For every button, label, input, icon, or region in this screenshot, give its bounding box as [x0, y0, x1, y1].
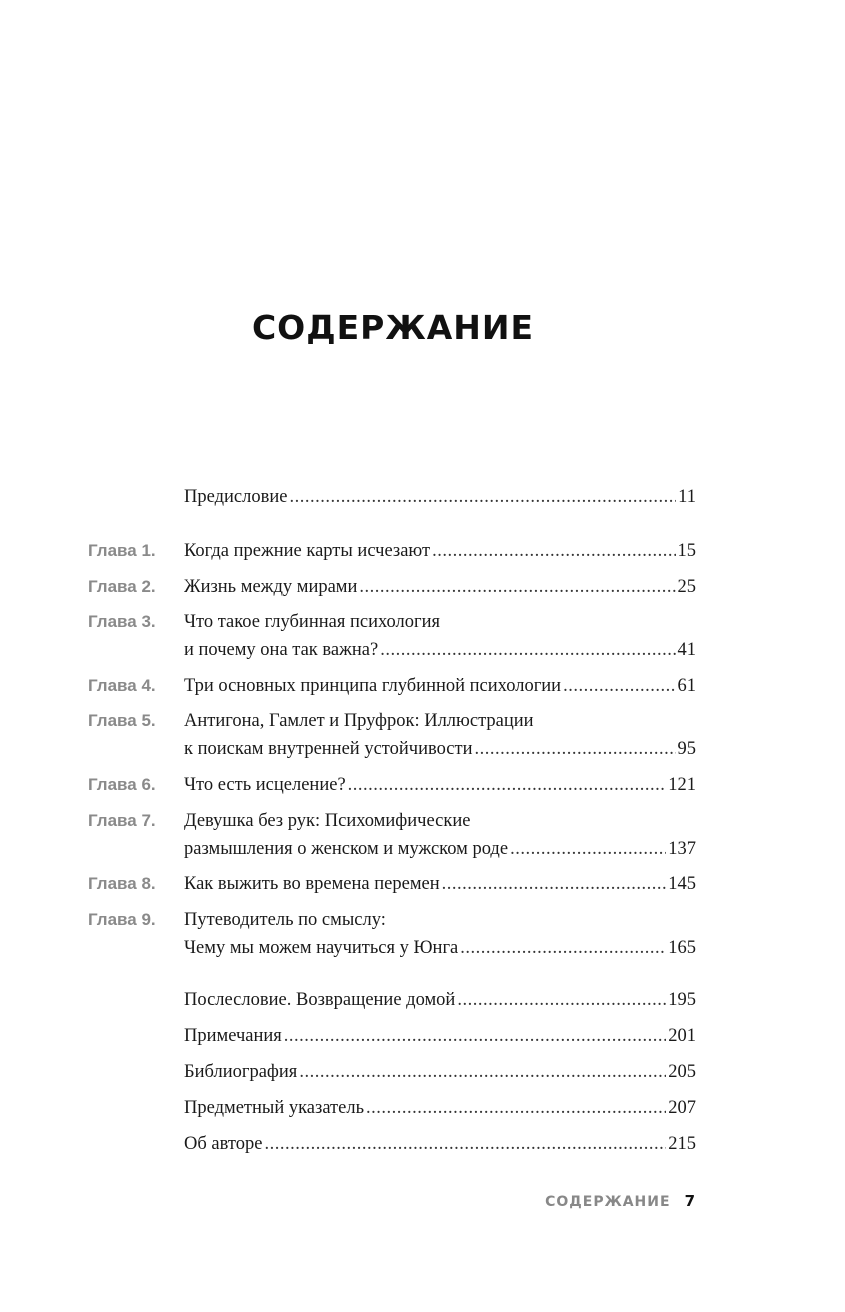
page-ref: 121: [668, 775, 696, 795]
toc-line: [184, 937, 696, 959]
dot-leader: [475, 738, 676, 760]
dot-leader: [289, 486, 676, 508]
dot-leader: [457, 989, 666, 1011]
chapter-label: Глава 9.: [88, 910, 156, 929]
toc-line: [184, 540, 696, 562]
entry-title: Примечания: [184, 1026, 282, 1046]
dot-leader: [366, 1097, 666, 1119]
chapter-label: Глава 5.: [88, 711, 156, 730]
chapter-label: Глава 2.: [88, 577, 156, 596]
page-ref: 145: [668, 874, 696, 894]
toc-line: [184, 909, 696, 931]
page-ref: 201: [668, 1026, 696, 1046]
toc-line: [184, 810, 696, 832]
toc-line: [184, 611, 696, 633]
page-ref: 41: [677, 640, 696, 660]
entry-title: размышления о женском и мужском роде: [184, 839, 509, 859]
toc-line: [184, 486, 696, 508]
dot-leader: [359, 576, 675, 598]
entry-title: Путеводитель по смыслу:: [184, 910, 386, 930]
entry-title: Что есть исцеление?: [184, 775, 346, 795]
entry-title: и почему она так важна?: [184, 640, 379, 660]
page-ref: 61: [677, 676, 696, 696]
entry-title: Библиография: [184, 1062, 298, 1082]
dot-leader: [284, 1025, 666, 1047]
dot-leader: [380, 639, 675, 661]
dot-leader: [348, 774, 667, 796]
entry-title: Предметный указатель: [184, 1098, 365, 1118]
entry-title: Когда прежние карты исчезают: [184, 541, 431, 561]
entry-title: Предисловие: [184, 487, 288, 507]
dot-leader: [299, 1061, 666, 1083]
toc-line: [184, 738, 696, 760]
toc-line: [184, 639, 696, 661]
dot-leader: [510, 838, 666, 860]
toc-line: [184, 675, 696, 697]
page-ref: 15: [677, 541, 696, 561]
entry-title: Как выжить во времена перемен: [184, 874, 440, 894]
dot-leader: [442, 873, 667, 895]
toc-line: [184, 1133, 696, 1155]
toc-line: [184, 1097, 696, 1119]
page-ref: 137: [668, 839, 696, 859]
chapter-label: Глава 4.: [88, 676, 156, 695]
entry-title: Жизнь между мирами: [184, 577, 358, 597]
page-ref: 165: [668, 938, 696, 958]
page-ref: 25: [677, 577, 696, 597]
running-head: СОДЕРЖАНИЕ: [545, 1194, 671, 1210]
chapter-label: Глава 6.: [88, 775, 156, 794]
entry-title: Антигона, Гамлет и Пруфрок: Иллюстрации: [184, 711, 534, 731]
entry-title: Чему мы можем научиться у Юнга: [184, 938, 459, 958]
toc-line: [184, 774, 696, 796]
page-ref: 205: [668, 1062, 696, 1082]
toc-line: [184, 873, 696, 895]
entry-title: Три основных принципа глубинной психологии: [184, 676, 562, 696]
page-ref: 11: [678, 487, 696, 507]
entry-title: Послесловие. Возвращение домой: [184, 990, 456, 1010]
toc-line: [184, 838, 696, 860]
page-ref: 195: [668, 990, 696, 1010]
page-title: СОДЕРЖАНИЕ: [251, 308, 535, 347]
entry-title: к поискам внутренней устойчивости: [184, 739, 473, 759]
chapter-label: Глава 8.: [88, 874, 156, 893]
page-ref: 215: [668, 1134, 696, 1154]
entry-title: Об авторе: [184, 1134, 263, 1154]
entry-title: Что такое глубинная психология: [184, 612, 441, 632]
dot-leader: [460, 937, 666, 959]
toc-line: [184, 576, 696, 598]
dot-leader: [264, 1133, 666, 1155]
page-footer: [545, 1192, 696, 1210]
page-ref: 95: [677, 739, 696, 759]
toc-line: [184, 989, 696, 1011]
dot-leader: [432, 540, 675, 562]
page-ref: 207: [668, 1098, 696, 1118]
toc-line: [184, 1061, 696, 1083]
toc-line: [184, 1025, 696, 1047]
page-number: 7: [684, 1192, 696, 1210]
chapter-label: Глава 3.: [88, 612, 156, 631]
chapter-label: Глава 7.: [88, 811, 156, 830]
entry-title: Девушка без рук: Психомифические: [184, 811, 471, 831]
dot-leader: [563, 675, 675, 697]
toc-line: [184, 710, 696, 732]
chapter-label: Глава 1.: [88, 541, 156, 560]
